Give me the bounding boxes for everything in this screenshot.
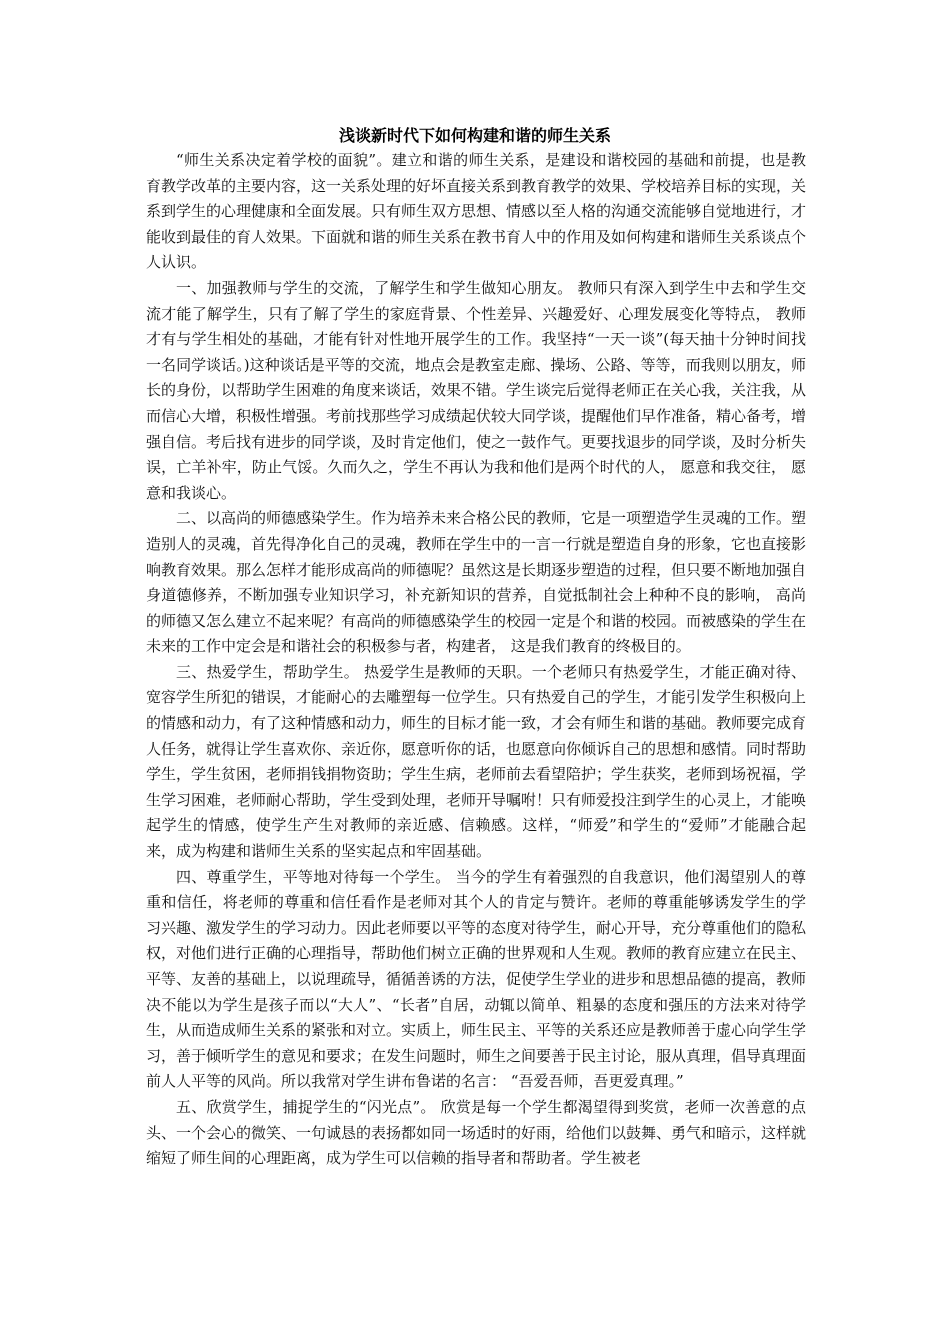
document-body: [146, 148, 806, 1172]
paragraph-section-5: 五、欣赏学生，捕捉学生的“闪光点”。 欣赏是每一个学生都渴望得到奖赏，老师一次善意的点头、一个会心的微笑、一句诚恳的表扬都如同一场适时的好雨，给他们以鼓舞、勇气和暗示，这样就缩短了师生间的心理距离，成为学生可以信赖的指导者和帮助者。学生被老: [146, 1097, 807, 1168]
document-title: 浅谈新时代下如何构建和谐的师生关系: [338, 126, 611, 145]
paragraph-section-3: 三、热爱学生，帮助学生。 热爱学生是教师的天职。一个老师只有热爱学生，才能正确对待、宽容学生所犯的错误，才能耐心的去雕塑每一位学生。只有热爱自己的学生，才能引发学生积极向上的情感和动力，有了这种情感和动力，师生的目标才能一致，才会有师生和谐的基础。教师要完成育人任务，就得让学生喜欢你、亲近你，愿意听你的话，也愿意向你倾诉自己的思想和感情。同时帮助学生，学生贫困，老师捐钱捐物资助；学生生病，老师前去看望陪护；学生获奖，老师到场祝福，学生学习困难，老师耐心帮助，学生受到处理，老师开导嘱咐！只有师爱投注到学生的心灵上，才能唤起学生的情感，使学生产生对教师的亲近感、信赖感。这样，“师爱”和学生的“爱师”才能融合起来，成为构建和谐师生关系的坚实起点和牢固基础。: [146, 662, 807, 861]
paragraph-section-4: 四、尊重学生，平等地对待每一个学生。 当今的学生有着强烈的自我意识，他们渴望别人的尊重和信任，将老师的尊重和信任看作是老师对其个人的肯定与赞许。老师的尊重能够诱发学生的学 习兴趣、激发学生的学习动力。因此老师要以平等的态度对待学生，耐心开导，充分尊重他们的隐私权，对他们进行正确的心理指导，帮助他们树立正确的世界观和人生观。教师的教育应建立在民主、平等、友善的基础上，以说理疏导，循循善诱的方法，促使学生学业的进步和思想品德的提高，教师决不能以为学生是孩子而以“大人”、“长者”自居，动辄以简单、粗暴的态度和强压的方法来对待学生，从而造成师生关系的紧张和对立。实质上，师生民主、平等的关系还应是教师善于虚心向学生学习，善于倾听学生的意见和要求；在发生问题时，师生之间要善于民主讨论，服从真理，倡导真理面前人人平等的风尚。所以我常对学生讲布鲁诺的名言： “吾爱吾师，吾更爱真理。”: [146, 867, 807, 1091]
paragraph-intro: “师生关系决定着学校的面貌”。建立和谐的师生关系，是建设和谐校园的基础和前提，也是教育教学改革的主要内容，这一关系处理的好坏直接关系到教育教学的效果、学校培养目标的实现，关系到学生的心理健康和全面发展。只有师生双方思想、情感以至人格的沟通交流能够自觉地进行，才能收到最佳的育人效果。下面就和谐的师生关系在教书育人中的作用及如何构建和谐师生关系谈点个人认识。: [146, 151, 807, 272]
paragraph-section-2: 二、以高尚的师德感染学生。作为培养未来合格公民的教师，它是一项塑造学生灵魂的工作。塑造别人的灵魂，首先得净化自己的灵魂，教师在学生中的一言一行就是塑造自身的形象，它也直接影响教育效果。那么怎样才能形成高尚的师德呢？虽然这是长期逐步塑造的过程，但只要不断地加强自身道德修养，不断加强专业知识学习，补充新知识的营养，自觉抵制社会上种种不良的影响， 高尚的师德又怎么建立不起来呢？有高尚的师德感染学生的校园一定是个和谐的校园。而被感染的学生在未来的工作中定会是和谐社会的积极参与者，构建者， 这是我们教育的终极目的。: [146, 509, 807, 656]
paragraph-section-1: 一、加强教师与学生的交流，了解学生和学生做知心朋友。 教师只有深入到学生中去和学生交流才能了解学生，只有了解了学生的家庭背景、个性差异、兴趣爱好、心理发展变化等特点， 教师才有与学生相处的基础，才能有针对性地开展学生的工作。我坚持“一天一谈”(每天抽十分钟时间找一名同学谈话。)这种谈话是平等的交流，地点会是教室走廊、操场、公路、等等，而我则以朋友，师长的身份，以帮助学生困难的角度来谈话，效果不错。学生谈完后觉得老师正在关心我，关注我，从而信心大增，积极性增强。考前找那些学习成绩起伏较大同学谈，提醒他们早作准备，精心备考，增强自信。考后找有进步的同学谈，及时肯定他们，使之一鼓作气。更要找退步的同学谈，及时分析失误，亡羊补牢，防止气馁。久而久之，学生不再认为我和他们是两个时代的人， 愿意和我交往， 愿意和我谈心。: [146, 278, 807, 502]
